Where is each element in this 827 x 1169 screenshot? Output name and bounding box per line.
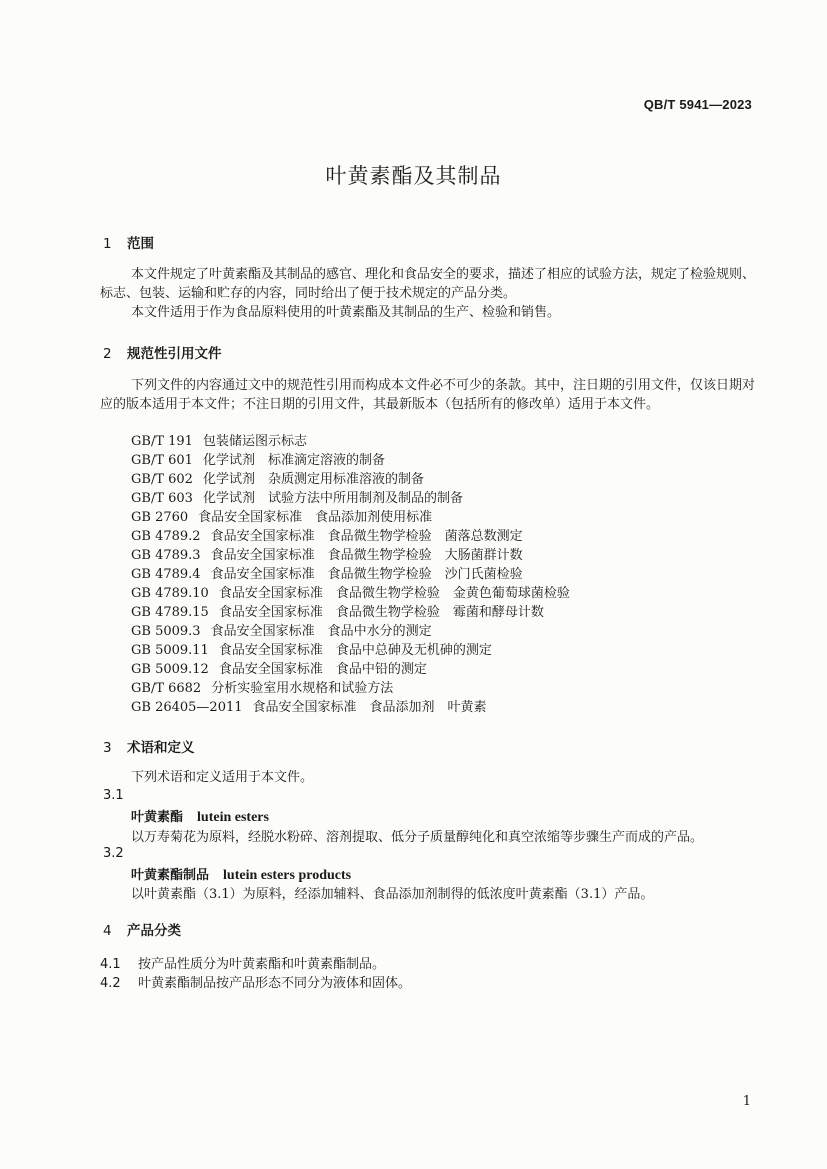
reference-item (131, 622, 570, 641)
reference-title: 食品安全国家标准 食品中水分的测定 (210, 624, 432, 639)
section-1-heading (103, 232, 154, 252)
reference-item (131, 451, 570, 470)
reference-title: 食品安全国家标准 食品微生物学检验 大肠菌群计数 (210, 548, 523, 563)
reference-title: 食品安全国家标准 食品微生物学检验 霉菌和酵母计数 (218, 605, 544, 620)
reference-code: GB 4789.3 (131, 548, 201, 563)
reference-item (131, 546, 570, 565)
reference-code: GB 5009.12 (131, 662, 209, 677)
paragraph: 本文件适用于作为食品原料使用的叶黄素酯及其制品的生产、检验和销售。 (131, 305, 561, 320)
reference-code: GB/T 6682 (131, 681, 202, 696)
paragraph: 下列文件的内容通过文中的规范性引用而构成本文件必不可少的条款。其中，注日期的引用文件，仅该日期对应的版本适用于本文件；不注日期的引用文件，其最新版本（包括所有的修改单）适用于本文件。 (100, 378, 756, 412)
section-title: 产品分类 (127, 923, 181, 939)
section-number: 2 (103, 346, 112, 362)
term-chinese: 叶黄素酯制品 (131, 868, 210, 883)
term-definition: 以万寿菊花为原料，经脱水粉碎、溶剂提取、低分子质量醇纯化和真空浓缩等步骤生产而成的产品。 (131, 830, 704, 845)
reference-code: GB 26405—2011 (131, 700, 243, 715)
reference-item (131, 679, 570, 698)
paragraph: 本文件规定了叶黄素酯及其制品的感官、理化和食品安全的要求，描述了相应的试验方法，规定了检验规则、标志、包装、运输和贮存的内容，同时给出了便于技术规定的产品分类。 (100, 267, 756, 301)
reference-title: 食品安全国家标准 食品中铅的测定 (218, 662, 427, 677)
reference-item (131, 584, 570, 603)
section-3-intro (100, 768, 755, 787)
reference-item (131, 508, 570, 527)
reference-item (131, 565, 570, 584)
page-number: 1 (742, 1094, 751, 1109)
reference-code: GB 5009.3 (131, 624, 201, 639)
reference-item (131, 470, 570, 489)
reference-code: GB 5009.11 (131, 643, 209, 658)
section-number: 1 (103, 236, 112, 252)
reference-title: 食品安全国家标准 食品微生物学检验 沙门氏菌检验 (210, 567, 523, 582)
section-title: 范围 (127, 236, 154, 252)
reference-item (131, 489, 570, 508)
reference-code: GB/T 602 (131, 472, 193, 487)
term-definition: 以叶黄素酯（3.1）为原料，经添加辅料、食品添加剂制得的低浓度叶黄素酯（3.1）产品。 (131, 887, 654, 902)
reference-title: 分析实验室用水规格和试验方法 (211, 681, 394, 696)
standard-code: QB/T 5941—2023 (643, 97, 752, 112)
reference-code: GB 4789.2 (131, 529, 201, 544)
reference-code: GB/T 601 (131, 453, 193, 468)
reference-title: 食品安全国家标准 食品微生物学检验 菌落总数测定 (210, 529, 523, 544)
clause-number: 3.1 (103, 788, 124, 803)
clause-item (100, 972, 411, 991)
reference-title: 食品安全国家标准 食品添加剂 叶黄素 (252, 700, 487, 715)
reference-item (131, 641, 570, 660)
clause-item (100, 953, 385, 972)
clause-text: 叶黄素酯制品按产品形态不同分为液体和固体。 (138, 976, 412, 991)
reference-item (131, 527, 570, 546)
section-2-heading (103, 342, 222, 362)
section-number: 3 (103, 740, 112, 756)
clause-number: 3.2 (103, 846, 124, 861)
normative-references-list (131, 432, 570, 717)
reference-title: 食品安全国家标准 食品中总砷及无机砷的测定 (218, 643, 492, 658)
reference-code: GB 2760 (131, 510, 189, 525)
reference-title: 化学试剂 杂质测定用标准溶液的制备 (202, 472, 424, 487)
section-2-intro (100, 376, 755, 414)
document-title: 叶黄素酯及其制品 (325, 164, 502, 188)
term-english: lutein esters products (223, 868, 352, 883)
reference-code: GB/T 603 (131, 491, 193, 506)
section-3-heading (103, 736, 195, 756)
clause-number: 4.1 (100, 957, 121, 972)
section-title: 规范性引用文件 (127, 346, 222, 362)
reference-item (131, 432, 570, 451)
reference-code: GB 4789.15 (131, 605, 209, 620)
reference-code: GB/T 191 (131, 434, 193, 449)
clause-text: 按产品性质分为叶黄素酯和叶黄素酯制品。 (138, 957, 386, 972)
reference-title: 食品安全国家标准 食品微生物学检验 金黄色葡萄球菌检验 (218, 586, 570, 601)
section-1-body (100, 265, 755, 322)
reference-title: 化学试剂 试验方法中所用制剂及制品的制备 (202, 491, 463, 506)
section-number: 4 (103, 923, 112, 939)
paragraph: 下列术语和定义适用于本文件。 (131, 770, 314, 785)
reference-code: GB 4789.10 (131, 586, 209, 601)
reference-code: GB 4789.4 (131, 567, 201, 582)
term-english: lutein esters (197, 810, 269, 825)
reference-title: 化学试剂 标准滴定溶液的制备 (202, 453, 385, 468)
reference-title: 包装储运图示标志 (202, 434, 307, 449)
reference-title: 食品安全国家标准 食品添加剂使用标准 (198, 510, 433, 525)
clause-number: 4.2 (100, 976, 121, 991)
term-chinese: 叶黄素酯 (131, 810, 184, 825)
reference-item (131, 660, 570, 679)
reference-item (131, 698, 570, 717)
term-entry (131, 864, 351, 884)
term-entry (131, 806, 269, 826)
section-title: 术语和定义 (127, 740, 195, 756)
reference-item (131, 603, 570, 622)
section-4-heading (103, 919, 181, 939)
